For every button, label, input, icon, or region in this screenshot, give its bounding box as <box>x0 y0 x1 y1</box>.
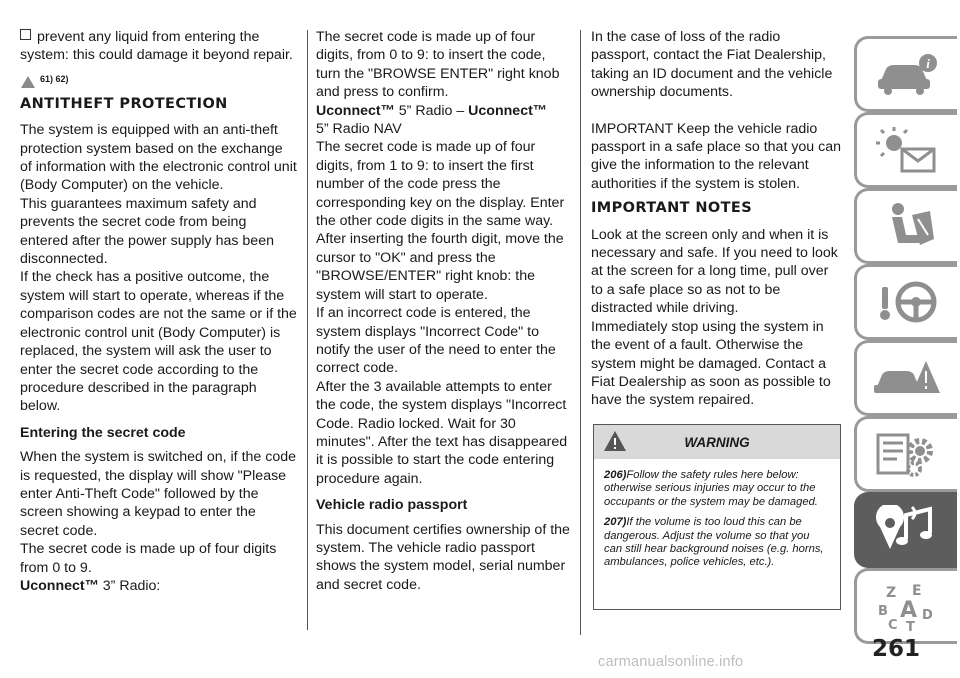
paragraph: The secret code is made up of four digits from 0 to 9. <box>20 541 277 576</box>
paragraph: Immediately stop using the system in the event of a fault. Otherwise the system might be damaged. Contact a Fiat Dealership as soon as possible to have the system repaired. <box>591 318 831 409</box>
tab-emergency[interactable] <box>854 340 957 416</box>
reference-numbers: 61) 62) <box>40 74 69 85</box>
paragraph: Look at the screen only and when it is necessary and safe. If you need to look at the screen for a long time, pull over to a safe place so as not to be distracted while driving. <box>591 226 838 317</box>
column-middle <box>316 28 571 594</box>
bullet-paragraph <box>20 28 298 65</box>
column-divider <box>307 30 308 630</box>
paragraph: In the case of loss of the radio passport, contact the Fiat Dealership, taking an ID document and the vehicle ownership documents. <box>591 29 833 101</box>
service-gears-icon <box>872 429 942 479</box>
tab-safety[interactable] <box>854 188 957 264</box>
warning-item-text: If the volume is too loud this can be dangerous. Adjust the volume so that you can still hear background noises (e.g. horns, ambulances, police vehicles, etc.). <box>604 516 824 569</box>
paragraph: The secret code is made up of four digits, from 0 to 9: to insert the code, turn the "BROWSE ENTER" right knob and press to confirm. <box>316 29 560 101</box>
subheading-radio-passport: Vehicle radio passport <box>316 497 468 514</box>
svg-text:i: i <box>926 56 930 71</box>
index-icon <box>872 581 942 631</box>
bullet-line-1: prevent any liquid from entering the <box>37 29 260 45</box>
warning-title: WARNING <box>684 435 750 450</box>
warning-lights-icon <box>872 125 942 175</box>
warning-header <box>594 425 840 459</box>
uconnect-brand: Uconnect™ <box>316 102 395 119</box>
uconnect-line <box>20 577 298 595</box>
tab-index[interactable] <box>854 568 957 644</box>
reference-triangle-icon <box>20 75 36 89</box>
svg-text:D: D <box>922 608 933 623</box>
column-left <box>20 28 298 595</box>
car-info-icon <box>872 49 942 99</box>
seat-safety-icon <box>872 201 942 251</box>
svg-text:T: T <box>906 620 915 631</box>
uconnect-line <box>316 102 571 139</box>
paragraph: After the 3 available attempts to enter the code, the system displays "Incorrect Code. Radio locked. Wait for 30 minutes". After the text has disappeared it is possible to start the code entering procedure again. <box>316 378 568 487</box>
tab-driving[interactable] <box>854 264 957 340</box>
svg-text:E: E <box>912 583 922 599</box>
warning-item-number: 207) <box>604 516 627 529</box>
multimedia-icon <box>872 505 942 555</box>
uconnect-model: 5” Radio – <box>394 102 469 119</box>
breakdown-icon <box>872 353 942 403</box>
warning-item-number: 206) <box>604 469 627 481</box>
tab-warning-lights[interactable] <box>854 112 957 188</box>
warning-box <box>593 424 841 610</box>
tab-multimedia[interactable] <box>854 492 957 568</box>
warning-item <box>604 516 830 570</box>
svg-text:A: A <box>900 598 918 623</box>
watermark: carmanualsonline.info <box>598 654 744 670</box>
section-title-important-notes: IMPORTANT NOTES <box>591 200 753 217</box>
page-number: 261 <box>872 636 921 662</box>
bullet-line-2: system: this could damage it beyond repair. <box>20 47 293 64</box>
paragraph: When the system is switched on, if the code is requested, the display will show "Please enter Anti-Theft Code" followed by the screen showing a keypad to enter the secret code. <box>20 449 296 539</box>
paragraph: If an incorrect code is entered, the system displays "Incorrect Code" to notify the user of the need to enter the correct code. <box>316 305 556 377</box>
checkbox-bullet-icon <box>20 29 31 40</box>
paragraph: This document certifies ownership of the system. The vehicle radio passport shows the system model, serial number and secret code. <box>316 521 570 593</box>
warning-body <box>594 459 840 570</box>
uconnect-model: 3” Radio: <box>98 577 161 594</box>
tab-maintenance[interactable] <box>854 416 957 492</box>
column-right <box>591 28 841 410</box>
svg-text:B: B <box>878 604 888 619</box>
section-title-antitheft: ANTITHEFT PROTECTION <box>20 95 228 112</box>
svg-text:Z: Z <box>886 585 897 601</box>
reference-line <box>20 65 298 89</box>
steering-wheel-icon <box>872 277 942 327</box>
warning-item-text: Follow the safety rules here below: otherwise serious injuries may occur to the occupants or the system may be damaged. <box>604 469 818 508</box>
column-divider <box>580 30 581 635</box>
uconnect-brand: Uconnect™ <box>468 102 547 119</box>
paragraph: The system is equipped with an anti-theft protection system based on the exchange of information with the electronic control unit (Body Computer) on the vehicle. <box>20 122 297 194</box>
svg-text:C: C <box>888 618 898 631</box>
paragraph: If the check has a positive outcome, the system will start to operate, whereas if the comparison codes are not the same or if the electronic control unit (Body Computer) is replaced, the system will ask the user to enter the secret code according to the procedure described in the paragraph below. <box>20 269 297 415</box>
paragraph: IMPORTANT Keep the vehicle radio passport in a safe place so that you can give the information to the relevant authorities if the system is stolen. <box>591 120 842 192</box>
warning-item <box>604 469 830 509</box>
uconnect-brand: Uconnect™ <box>20 577 99 594</box>
uconnect-model: 5” Radio NAV <box>316 121 402 138</box>
tab-car-info[interactable] <box>854 36 957 112</box>
paragraph: This guarantees maximum safety and prevents the secret code from being entered after the power supply has been disconnected. <box>20 195 274 268</box>
paragraph: The secret code is made up of four digits, from 1 to 9: to insert the first number of the code press the corresponding key on the display. Enter the other code digits in the same way. After inserting the fourth digit, move the cursor to "OK" and press the "BROWSE/ENTER" right knob: the system will start to operate. <box>316 139 565 303</box>
subheading-entering-code: Entering the secret code <box>20 424 186 441</box>
